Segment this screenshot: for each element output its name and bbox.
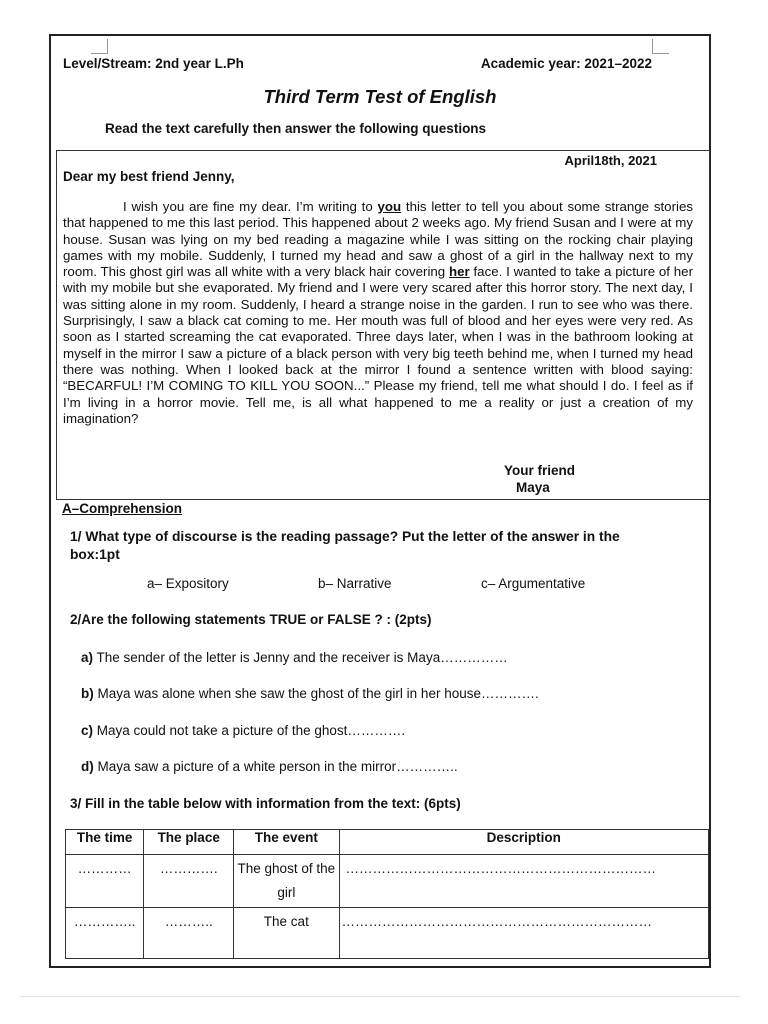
statement-a: a) The sender of the letter is Jenny and the receiver is Maya…………… bbox=[81, 650, 508, 665]
statement-d: d) Maya saw a picture of a white person in the mirror………….. bbox=[81, 759, 458, 774]
statement-c: c) Maya could not take a picture of the ghost…………. bbox=[81, 723, 406, 738]
question-2: 2/Are the following statements TRUE or FALSE ? : (2pts) bbox=[70, 612, 432, 627]
divider bbox=[20, 996, 740, 997]
underlined-word: you bbox=[377, 199, 402, 214]
table-row bbox=[66, 908, 709, 959]
letter-closing: Your friend bbox=[504, 463, 576, 478]
table-cell[interactable]: …………………………………………………………… bbox=[339, 855, 709, 908]
table-header: The place bbox=[144, 830, 234, 855]
body-part: this letter to tell you about some strange stories that happened to me this last period. This happened about 2 weeks ago. My friend Susan and I were at my house. Susan was lying on my bed reading a magazine while I was sitting on the rocking chair playing games with my mobile. Suddenly, I turned my head and saw a ghost of a girl in the hallway next to my room. This ghost girl was all white with a very black hair covering bbox=[63, 199, 693, 280]
table-row bbox=[66, 855, 709, 908]
body-part: I wish you are fine my dear. I’m writing to bbox=[123, 199, 378, 214]
table-header: The event bbox=[234, 830, 339, 855]
exam-page bbox=[49, 34, 711, 968]
table-cell[interactable]: …………………………………………………………… bbox=[339, 908, 709, 959]
question-1: 1/ What type of discourse is the reading passage? Put the letter of the answer in the box:1pt bbox=[70, 529, 620, 562]
letter-body bbox=[63, 199, 693, 427]
table-cell[interactable]: ………….. bbox=[66, 908, 144, 959]
letter-date: April18th, 2021 bbox=[564, 153, 657, 168]
instruction: Read the text carefully then answer the following questions bbox=[105, 121, 487, 136]
table-header: The time bbox=[66, 830, 144, 855]
corner-mark bbox=[652, 39, 669, 54]
option-c: c– Argumentative bbox=[481, 576, 586, 591]
underlined-word: her bbox=[448, 264, 470, 280]
table-cell: The cat bbox=[234, 908, 339, 959]
letter-box bbox=[56, 150, 710, 500]
level-stream: Level/Stream: 2nd year L.Ph bbox=[63, 56, 244, 71]
table-cell: The ghost of the girl bbox=[234, 855, 339, 908]
letter-signature: Maya bbox=[516, 480, 550, 495]
corner-mark bbox=[91, 39, 108, 54]
info-table bbox=[65, 829, 709, 959]
statement-b: b) Maya was alone when she saw the ghost of the girl in her house…………. bbox=[81, 686, 539, 701]
academic-year: Academic year: 2021–2022 bbox=[480, 56, 652, 71]
table-cell[interactable]: ……….. bbox=[144, 908, 234, 959]
question-3: 3/ Fill in the table below with information from the text: (6pts) bbox=[70, 796, 461, 811]
option-a: a– Expository bbox=[147, 576, 229, 591]
letter-salutation: Dear my best friend Jenny, bbox=[63, 169, 235, 184]
table-header: Description bbox=[339, 830, 709, 855]
section-heading: A–Comprehension bbox=[62, 501, 183, 516]
option-b: b– Narrative bbox=[318, 576, 392, 591]
page-title: Third Term Test of English bbox=[263, 86, 497, 107]
table-cell[interactable]: …………. bbox=[144, 855, 234, 908]
body-part: face. I wanted to take a picture of her with my mobile but she evaporated. My friend and I were very scared after this horror story. The next day, I was sitting alone in my room. Suddenly, I heard a strange noise in the garden. I run to see who was there. Surprisingly, I saw a black cat coming to me. Her mouth was full of blood and her eyes were very red. As soon as I started screaming the cat evaporated. Three days later, when I was in the bathroom looking at myself in the mirror I saw a picture of a black person with very big teeth behind me, when I turned my head there was nothing. When I looked back at the mirror I found a sentence written with blood saying: “BECARFUL! I’M COMING TO KILL YOU SOON...” Please my friend, tell me what should I do. I feel as if I’m living in a horror movie. Tell me, is all what happened to me a reality or just a creation of my imagination? bbox=[63, 264, 694, 426]
table-cell[interactable]: ………… bbox=[66, 855, 144, 908]
